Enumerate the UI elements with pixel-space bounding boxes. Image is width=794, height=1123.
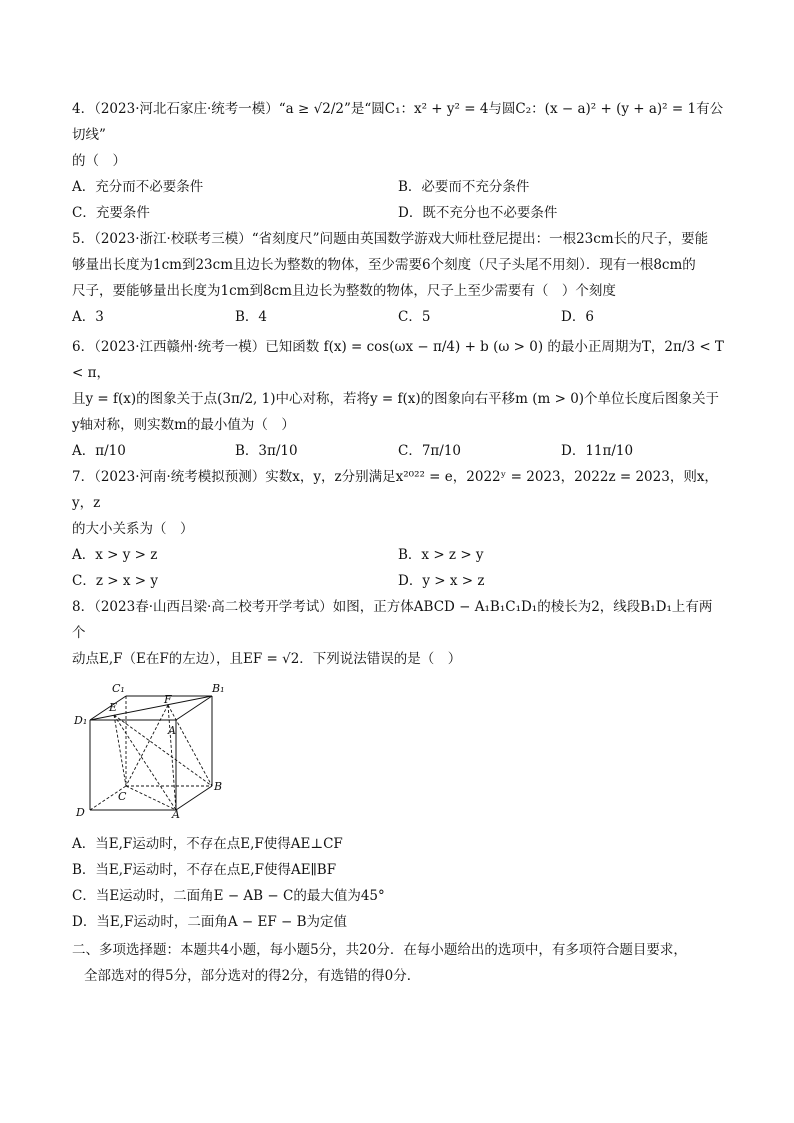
q7-stem-line2: 的大小关系为（ ） (72, 521, 194, 537)
hidden-line-af (168, 705, 176, 810)
edge-ab (176, 786, 212, 810)
label-c: C (118, 790, 127, 803)
q7-option-d[interactable]: D．y > x > z (398, 573, 485, 589)
label-f: F (164, 693, 172, 706)
question-6 (72, 334, 724, 464)
q8-stem-line2: 动点E,F（E在F的左边），且EF = √2．下列说法错误的是（ ） (72, 651, 462, 667)
section-2-line2: 全部选对的得5分，部分选对的得2分，有选错的得0分． (84, 968, 421, 984)
hidden-line-cf (126, 705, 168, 786)
q5-stem-line2: 够量出长度为1cm到23cm且边长为整数的物体，至少需要6个刻度（尺子头尾不用刻）．现有一根8cm的 (72, 257, 696, 273)
hidden-line-bf (168, 705, 212, 786)
q8-stem-line1: 8．（2023春·山西吕梁·高二校考开学考试）如图，正方体ABCD − A₁B₁C₁D₁的棱长为2，线段B₁D₁上有两个 (72, 599, 713, 641)
label-d1: D₁ (74, 714, 88, 727)
q5-options (72, 304, 724, 330)
q6-option-b[interactable]: B．3π/10 (235, 443, 298, 459)
q7-option-b[interactable]: B．x > z > y (398, 547, 484, 563)
q4-option-c[interactable]: C．充要条件 (72, 205, 150, 221)
question-8 (72, 594, 724, 935)
q5-stem-line1: 5．（2023·浙江·校联考三模）“省刻度尺”问题由英国数学游戏大师杜登尼提出：一根23cm长的尺子，要能 (72, 231, 709, 247)
label-b1: B₁ (212, 682, 225, 695)
q8-option-a[interactable]: A．当E,F运动时，不存在点E,F使得AE⊥CF (72, 836, 343, 852)
q6-stem-line1: 6．（2023·江西赣州·统考一模）已知函数 f(x) = cos(ωx − π/4) + b (ω > 0) 的最小正周期为T，2π/3 < T < π， (72, 339, 724, 381)
q5-option-d[interactable]: D．6 (561, 309, 594, 325)
q5-stem-line3: 尺子，要能够量出长度为1cm到8cm且边长为整数的物体，尺子上至少需要有（ ）个刻度 (72, 283, 616, 299)
q4-option-b[interactable]: B．必要而不充分条件 (398, 179, 530, 195)
q7-options-row1 (72, 542, 724, 568)
q4-options-row1 (72, 174, 724, 200)
q6-options (72, 438, 724, 464)
cube-figure (72, 678, 225, 821)
q7-options-row2 (72, 568, 724, 594)
q6-option-a[interactable]: A．π/10 (72, 443, 126, 459)
q4-option-d[interactable]: D．既不充分也不必要条件 (398, 205, 558, 221)
label-a: A (172, 808, 180, 821)
q8-option-d[interactable]: D．当E,F运动时，二面角A − EF − B为定值 (72, 914, 348, 930)
question-7 (72, 464, 724, 594)
hidden-line-ca (126, 786, 176, 810)
q8-option-c[interactable]: C．当E运动时，二面角E − AB − C的最大值为45° (72, 888, 385, 904)
q5-option-a[interactable]: A．3 (72, 309, 104, 325)
q4-stem-line2: 的（ ） (72, 153, 126, 169)
q7-option-a[interactable]: A．x > y > z (72, 547, 158, 563)
q6-stem-line3: y轴对称，则实数m的最小值为（ ） (72, 417, 295, 433)
q7-option-c[interactable]: C．z > x > y (72, 573, 158, 589)
label-b: B (214, 780, 223, 793)
label-e: E (109, 701, 118, 714)
label-c1: C₁ (112, 682, 125, 695)
q6-stem-line2: 且y = f(x)的图象关于点(3π/2, 1)中心对称，若将y = f(x)的图象向右平移m (m > 0)个单位长度后图象关于 (72, 391, 720, 407)
q4-option-a[interactable]: A．充分而不必要条件 (72, 179, 204, 195)
q6-option-d[interactable]: D．11π/10 (561, 443, 634, 459)
question-5 (72, 226, 724, 330)
label-d: D (76, 806, 85, 819)
q6-option-c[interactable]: C．7π/10 (398, 443, 462, 459)
label-a-inner: A (168, 724, 176, 737)
section-2-line1: 二、多项选择题：本题共4小题，每小题5分，共20分．在每小题给出的选项中，有多项符合题目要求， (72, 942, 687, 958)
q8-option-b[interactable]: B．当E,F运动时，不存在点E,F使得AE∥BF (72, 862, 337, 878)
section-2-instructions (72, 937, 724, 989)
hidden-line-ce (114, 715, 126, 786)
question-4 (72, 96, 724, 226)
q5-option-c[interactable]: C．5 (398, 309, 431, 325)
q7-stem-line1: 7．（2023·河南·统考模拟预测）实数x，y，z分别满足x²⁰²² = e，2022ʸ = 2023，2022z = 2023，则x，y，z (72, 469, 718, 511)
q4-stem-line1: 4．（2023·河北石家庄·统考一模）“a ≥ √2/2”是“圆C₁：x² + y² = 4与圆C₂：(x − a)² + (y + a)² = 1有公切线” (72, 101, 724, 143)
hidden-line-be (114, 715, 212, 786)
exam-page (72, 96, 724, 989)
q5-option-b[interactable]: B．4 (235, 309, 268, 325)
q4-options-row2 (72, 200, 724, 226)
